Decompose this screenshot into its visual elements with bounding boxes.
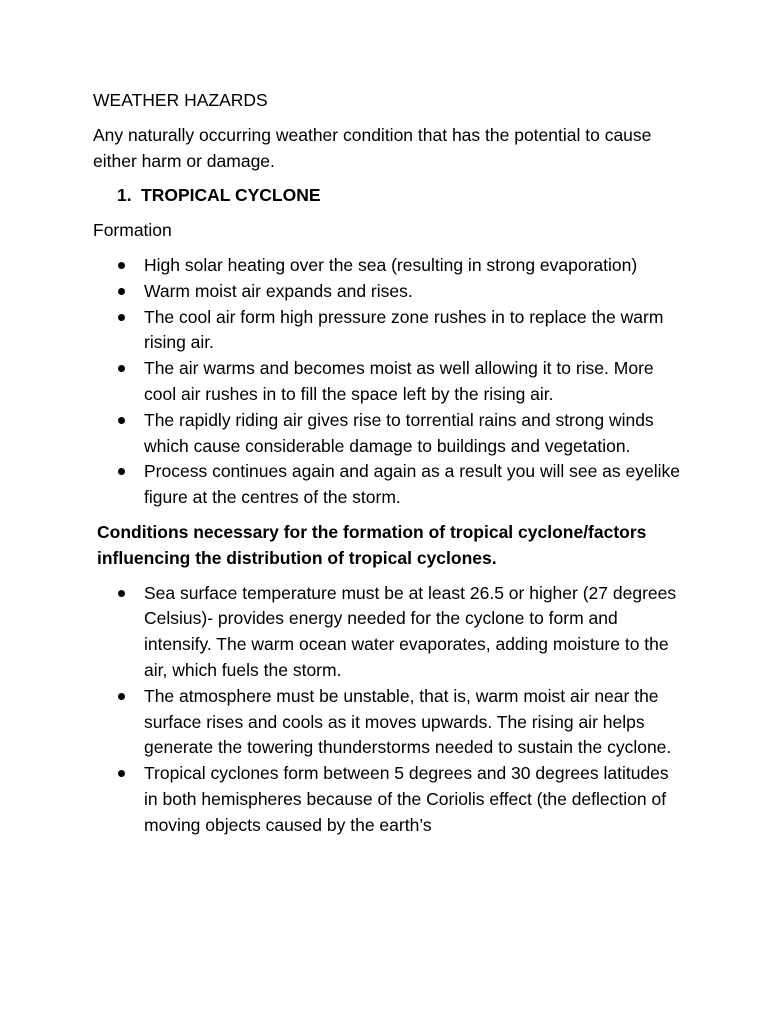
list-item-text: High solar heating over the sea (resulting in strong evaporation): [144, 254, 638, 275]
bullet-icon: [118, 468, 125, 475]
document-title: WEATHER HAZARDS: [93, 90, 268, 110]
list-item-text: The cool air form high pressure zone rushes in to replace the warm rising air.: [144, 306, 664, 353]
section-number: 1.: [117, 185, 132, 206]
list-item: [93, 356, 683, 408]
list-item: [93, 305, 683, 357]
bullet-icon: [118, 770, 125, 777]
conditions-list: [93, 581, 683, 839]
list-item: [93, 279, 683, 305]
conditions-heading: Conditions necessary for the formation of tropical cyclone/factors influencing the distribution of tropical cyclones.: [97, 521, 647, 568]
list-item-text: The air warms and becomes moist as well allowing it to rise. More cool air rushes in to fill the space left by the rising air.: [144, 358, 654, 404]
bullet-icon: [118, 590, 125, 597]
bullet-icon: [118, 693, 125, 700]
list-item: [93, 761, 683, 838]
list-item: [93, 408, 683, 460]
bullet-icon: [118, 417, 125, 424]
list-item-text: The atmosphere must be unstable, that is, warm moist air near the surface rises and cools as it moves upwards. The rising air helps generate the towering thunderstorms needed to sustain the cyclone.: [144, 685, 672, 758]
bullet-icon: [118, 262, 125, 269]
section-heading: [93, 183, 683, 209]
definition-paragraph: Any naturally occurring weather condition that has the potential to cause either harm or damage.: [93, 124, 652, 171]
bullet-icon: [118, 314, 125, 321]
list-item: [93, 684, 683, 761]
list-item-text: The rapidly riding air gives rise to torrential rains and strong winds which cause considerable damage to buildings and vegetation.: [144, 409, 654, 456]
list-item-text: Tropical cyclones form between 5 degrees and 30 degrees latitudes in both hemispheres because of the Coriolis effect (the deflection of moving objects caused by the earth’s: [144, 763, 669, 835]
list-item-text: Sea surface temperature must be at least 26.5 or higher (27 degrees Celsius)- provides energy needed for the cyclone to form and intensify. The warm ocean water evaporates, adding moisture to the air, which fuels the storm.: [144, 582, 677, 680]
formation-heading: Formation: [93, 220, 172, 241]
bullet-icon: [118, 365, 125, 372]
formation-list: [93, 253, 683, 511]
list-item: [93, 459, 683, 511]
list-item-text: Process continues again and again as a result you will see as eyelike figure at the centres of the storm.: [144, 461, 681, 508]
list-item: [93, 253, 683, 279]
document-body: [93, 88, 683, 839]
list-item-text: Warm moist air expands and rises.: [144, 280, 413, 301]
bullet-icon: [118, 288, 125, 295]
list-item: [93, 581, 683, 684]
section-title: TROPICAL CYCLONE: [141, 185, 321, 206]
